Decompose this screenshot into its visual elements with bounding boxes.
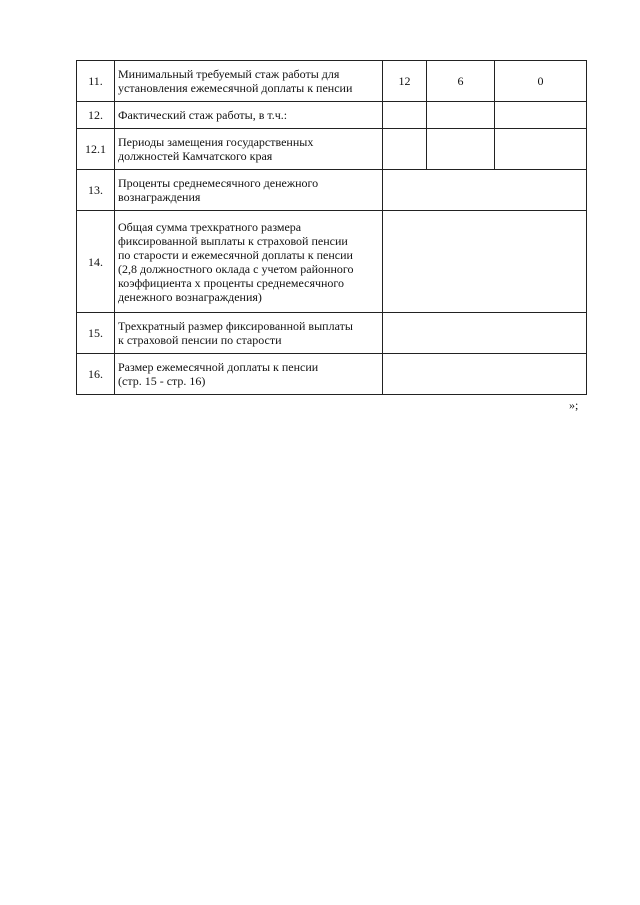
row-description-line: Размер ежемесячной доплаты к пенсии <box>118 360 319 374</box>
row-description-line: Общая сумма трехкратного размера <box>118 219 302 234</box>
row-value-cell <box>383 129 427 170</box>
row-value-cell <box>383 211 587 313</box>
table-row <box>77 61 587 102</box>
table-row <box>77 211 587 313</box>
row-description-line: (2,8 должностного оклада с учетом районного <box>118 261 354 276</box>
row-value-cell <box>383 313 587 354</box>
row-description <box>115 129 383 170</box>
row-description-line: вознаграждения <box>118 190 201 204</box>
row-description-line: должностей Камчатского края <box>118 149 273 163</box>
row-value-cell <box>427 102 495 129</box>
table-row <box>77 354 587 395</box>
row-description <box>115 61 383 102</box>
closing-quote-mark: »; <box>569 398 579 412</box>
row-number: 14. <box>77 211 115 313</box>
row-number: 12.1 <box>77 129 115 170</box>
row-description-line: денежного вознаграждения) <box>118 289 262 304</box>
table-row <box>77 313 587 354</box>
row-description <box>115 211 383 313</box>
row-number: 12. <box>77 102 115 129</box>
row-value-cell <box>383 354 587 395</box>
row-description-line: (стр. 15 - стр. 16) <box>118 374 206 388</box>
pension-calculation-table <box>76 60 587 395</box>
row-value-cell: 0 <box>495 61 587 102</box>
row-description <box>115 102 383 129</box>
row-value-cell <box>495 102 587 129</box>
row-number: 13. <box>77 170 115 211</box>
row-description-line: Периоды замещения государственных <box>118 135 314 149</box>
row-description-line: Трехкратный размер фиксированной выплаты <box>118 319 353 333</box>
row-description-line: Минимальный требуемый стаж работы для <box>118 67 340 81</box>
table-row <box>77 170 587 211</box>
row-value-cell <box>427 129 495 170</box>
row-value-cell <box>383 102 427 129</box>
row-description <box>115 170 383 211</box>
row-number: 16. <box>77 354 115 395</box>
table-row <box>77 102 587 129</box>
row-description <box>115 313 383 354</box>
row-description-line: по старости и ежемесячной доплаты к пенсии <box>118 247 353 262</box>
row-value-cell <box>383 170 587 211</box>
row-description <box>115 354 383 395</box>
row-value-cell <box>495 129 587 170</box>
row-number: 15. <box>77 313 115 354</box>
table-row <box>77 129 587 170</box>
row-value-cell: 6 <box>427 61 495 102</box>
row-description-line: установления ежемесячной доплаты к пенсии <box>118 81 353 95</box>
row-description-line: фиксированной выплаты к страховой пенсии <box>118 233 348 248</box>
row-value-cell: 12 <box>383 61 427 102</box>
row-description-line: к страховой пенсии по старости <box>118 333 282 347</box>
row-description-line: Проценты среднемесячного денежного <box>118 176 319 190</box>
row-number: 11. <box>77 61 115 102</box>
row-description-line: Фактический стаж работы, в т.ч.: <box>118 108 288 122</box>
row-description-line: коэффициента х проценты среднемесячного <box>118 275 345 290</box>
